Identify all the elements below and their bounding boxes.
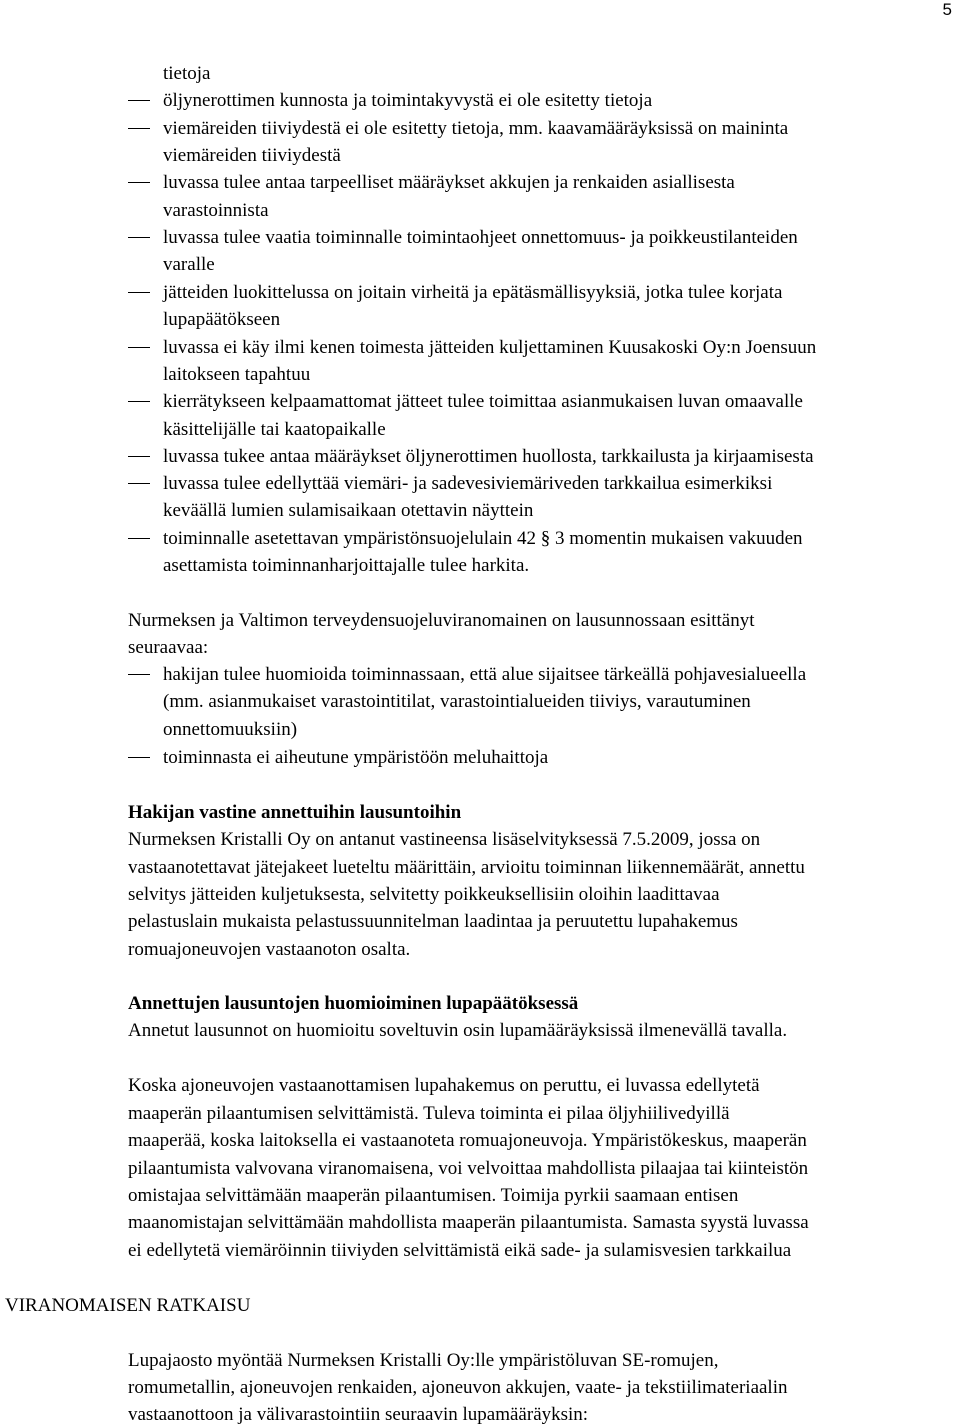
list-dash (128, 237, 150, 238)
text-line: romuajoneuvojen vastaanoton osalta. (128, 939, 411, 960)
text-line: toiminnalle asetettavan ympäristönsuojelulain 42 § 3 momentin mukaisen vakuuden (163, 528, 803, 549)
text-line: maaperän pilaantumisen selvittämistä. Tuleva toiminta ei pilaa öljyhiilivedyillä (128, 1103, 730, 1124)
text-line: romumetallin, ajoneuvojen renkaiden, ajoneuvon akkujen, vaate- ja tekstiilimateriaalin (128, 1377, 788, 1398)
list-dash (128, 483, 150, 484)
section-heading: Hakijan vastine annettuihin lausuntoihin (128, 802, 462, 823)
text-line: varastoinnista (163, 200, 269, 221)
text-line: viemäreiden tiiviydestä ei ole esitetty tietoja, mm. kaavamääräyksissä on maininta (163, 118, 789, 139)
text-line: maaperää, koska laitoksella ei vastaanoteta romuajoneuvoja. Ympäristökeskus, maaperän (128, 1130, 807, 1151)
list-dash (128, 292, 150, 293)
text-line: omistajaa selvittämään maaperän pilaantumisen. Toimija pyrkii saamaan entisen (128, 1185, 739, 1206)
list-dash (128, 757, 150, 758)
text-line: toiminnasta ei aiheutune ympäristöön meluhaittoja (163, 747, 549, 768)
text-line: Annetut lausunnot on huomioitu soveltuvin osin lupamääräyksissä ilmenevällä tavalla. (128, 1020, 788, 1041)
text-line: pilaantumista valvovana viranomaisena, voi velvoittaa mahdollista pilaajaa tai kiinteistön (128, 1158, 809, 1179)
list-dash (128, 538, 150, 539)
list-dash (128, 456, 150, 457)
main-heading: VIRANOMAISEN RATKAISU (5, 1295, 251, 1316)
text-line: jätteiden luokittelussa on joitain virheitä ja epätäsmällisyyksiä, jotka tulee korjata (163, 282, 783, 303)
text-line: varalle (163, 254, 215, 275)
list-dash (128, 674, 150, 675)
text-line: Lupajaosto myöntää Nurmeksen Kristalli Oy:lle ympäristöluvan SE-romujen, (128, 1350, 719, 1371)
text-line: öljynerottimen kunnosta ja toimintakyvystä ei ole esitetty tietoja (163, 90, 653, 111)
text-line: pelastuslain mukaista pelastussuunnitelman laadintaa ja peruutettu lupahakemus (128, 911, 738, 932)
text-line: Nurmeksen ja Valtimon terveydensuojeluviranomainen on lausunnossaan esittänyt (128, 610, 755, 631)
text-line: keväällä lumien sulamisaikaan otettavin näyttein (163, 500, 534, 521)
text-line: ei edellytetä viemäröinnin tiiviyden selvittämistä eikä sade- ja sulamisvesien tarkkailua (128, 1240, 792, 1261)
text-line: vastaanotettavat jätejakeet lueteltu määrittäin, arvioitu toiminnan liikennemäärät, annettu (128, 857, 805, 878)
text-line: Koska ajoneuvojen vastaanottamisen lupahakemus on peruttu, ei luvassa edellytetä (128, 1075, 760, 1096)
text-line: maanomistajan selvittämään mahdollista maaperän pilaantumista. Samasta syystä luvassa (128, 1212, 809, 1233)
text-line: luvassa tulee edellyttää viemäri- ja sadevesiviemäriveden tarkkailua esimerkiksi (163, 473, 773, 494)
text-line: luvassa ei käy ilmi kenen toimesta jätteiden kuljettaminen Kuusakoski Oy:n Joensuun (163, 337, 817, 358)
list-dash (128, 128, 150, 129)
text-line: luvassa tulee antaa tarpeelliset määräykset akkujen ja renkaiden asiallisesta (163, 172, 735, 193)
list-dash (128, 100, 150, 101)
text-line: (mm. asianmukaiset varastointitilat, varastointialueiden tiiviys, varautuminen (163, 691, 751, 712)
text-line: lupapäätökseen (163, 309, 281, 330)
text-line: viemäreiden tiiviydestä (163, 145, 341, 166)
section-heading: Annettujen lausuntojen huomioiminen lupapäätöksessä (128, 993, 579, 1014)
list-dash (128, 347, 150, 348)
text-line: onnettomuuksiin) (163, 719, 298, 740)
text-line: hakijan tulee huomioida toiminnassaan, että alue sijaitsee tärkeällä pohjavesialueella (163, 664, 807, 685)
text-line: käsittelijälle tai kaatopaikalle (163, 419, 386, 440)
text-line: luvassa tulee vaatia toiminnalle toimintaohjeet onnettomuus- ja poikkeustilanteiden (163, 227, 798, 248)
text-line: luvassa tukee antaa määräykset öljynerottimen huollosta, tarkkailusta ja kirjaamisesta (163, 446, 814, 467)
text-line: asettamista toiminnanharjoittajalle tulee harkita. (163, 555, 530, 576)
page-number: 5 (942, 0, 952, 19)
text-line: tietoja (163, 63, 211, 84)
text-line: Nurmeksen Kristalli Oy on antanut vastineensa lisäselvityksessä 7.5.2009, jossa on (128, 829, 761, 850)
text-line: vastaanottoon ja välivarastointiin seuraavin lupamääräyksin: (128, 1404, 589, 1425)
text-line: kierrätykseen kelpaamattomat jätteet tulee toimittaa asianmukaisen luvan omaavalle (163, 391, 803, 412)
text-line: laitokseen tapahtuu (163, 364, 311, 385)
text-line: selvitys jätteiden kuljetuksesta, selvitetty poikkeuksellisiin oloihin laadittavaa (128, 884, 720, 905)
list-dash (128, 401, 150, 402)
list-dash (128, 182, 150, 183)
text-line: seuraavaa: (128, 637, 209, 658)
